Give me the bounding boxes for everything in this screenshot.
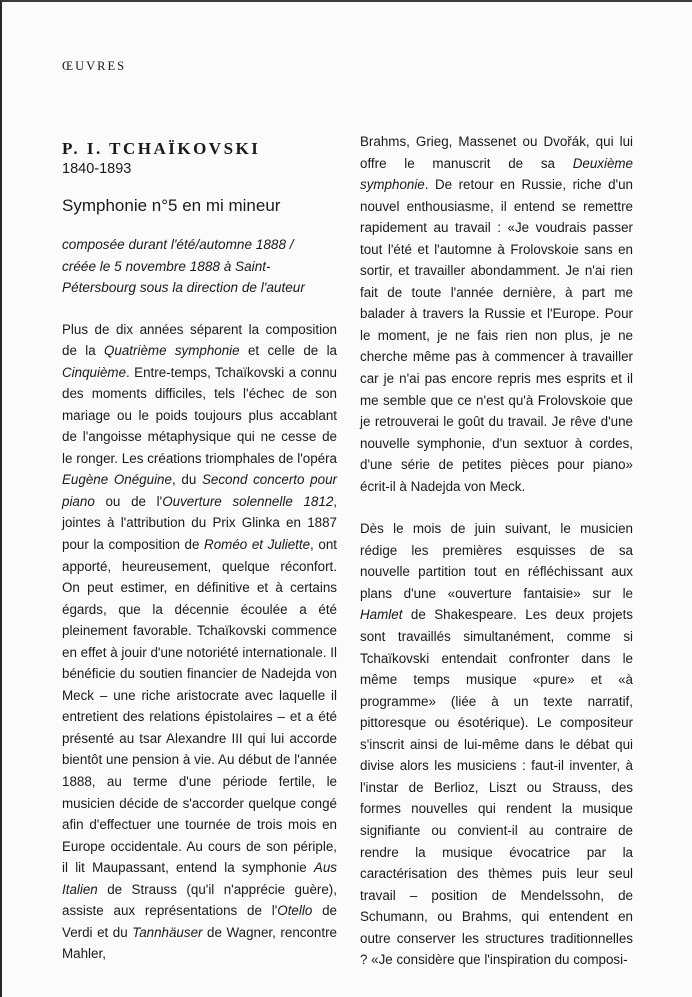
left-column	[62, 138, 337, 965]
composition-info	[62, 234, 337, 299]
text-run: de Strauss (qu'il n'apprécie guère), assiste aux représentations de l'	[62, 881, 337, 919]
text-run: ou de l'	[94, 493, 163, 509]
text-run: , du	[171, 472, 202, 488]
work-reference: Roméo et Juliette	[204, 536, 311, 552]
work-reference: Ouverture solennelle 1812	[162, 493, 334, 509]
work-reference: Hamlet	[360, 607, 403, 623]
text-run: . De retour en Russie, riche d'un nouvel enthousiasme, il entend se remettre rapidement au travail : «Je voudrais passer tout l'été et l'automne à Frolovskoie sans en sortir, et travailler abondamment. Je n'ai rien fait de toute l'année dernière, à part me balader à travers la Russie et l'Europe. Pour le moment, je ne fais rien non plus, je ne cherche même pas à commencer à travailler car je n'ai pas encore repris mes esprits et il me semble que ce n'est qu'à Frolovskoie que je retrouverai le goût du travail. Je rêve d'une nouvelle symphonie, d'un sextuor à cordes, d'une série de petites pièces pour piano» écrit-il à Nadejda von Meck.	[360, 177, 633, 494]
text-run: . Entre-temps, Tchaïkovski a connu des moments difficiles, tels l'échec de son mariage ou le poids toujours plus accablant de l'angoisse métaphysique qui ne cesse de le ronger. Les créations triomphales de l'opéra	[62, 364, 337, 466]
text-run: Brahms, Grieg, Massenet ou Dvořák, qui lui offre le manuscrit de sa	[360, 134, 633, 171]
text-run: et celle de la	[239, 343, 337, 359]
body-paragraph	[360, 518, 633, 970]
body-paragraph	[62, 319, 337, 965]
section-header: ŒUVRES	[62, 59, 127, 73]
text-run: Plus de dix années séparent la composition de la	[62, 321, 337, 359]
right-column	[360, 131, 633, 971]
text-run: , jointes à l'attribution du Prix Glinka en 1887 pour la composition de	[62, 493, 338, 552]
work-reference: Deuxième symphonie	[360, 155, 633, 193]
work-reference: Aus Italien	[62, 860, 337, 897]
work-title: Symphonie n°5 en mi mineur	[62, 196, 281, 215]
text-run: de Shakespeare. Les deux projets sont travaillés simultanément, comme si Tchaïkovski entendait confronter dans le même temps musique «pure» et «à programme» (liée à un texte narratif, pittoresque ou ésotérique). Le compositeur s'inscrit ainsi de lui-même dans le débat qui divise alors les musiciens : faut-il inventer, à l'instar de Berlioz, Liszt ou Strauss, des formes nouvelles qui rendent la musique signifiante ou convient-il au contraire de rendre la musique évocatrice par la caractérisation des thèmes puis leur seul travail – position de Mendelssohn, de Schumann, ou Brahms, qui entendent en outre conserver les structures traditionnelles ? «Je considère que l'inspiration du composi-	[360, 607, 633, 968]
text-run: , ont apporté, heureusement, quelque réconfort. On peut estimer, en définitive et à certains égards, que la décennie écoulée a été pleinement favorable. Tchaïkovski commence en effet à jouir d'une notoriété internationale. Il bénéficie du soutien financier de Nadejda von Meck – une riche aristocrate avec laquelle il entretient des relations épistolaires – et a été présenté au tsar Alexandre III qui lui accorde bientôt une pension à vie. Au début de l'année 1888, au terme d'une période fertile, le musicien décide de s'accorder quelque congé afin d'effectuer une tournée de trois mois en Europe occidentale. Au cours de son périple, il lit Maupassant, entend la symphonie	[62, 536, 337, 876]
work-reference: Cinquième	[62, 364, 127, 380]
body-paragraph	[360, 131, 633, 497]
text-run: de Wagner, rencontre Mahler,	[62, 924, 337, 962]
composition-line: Pétersbourg sous la direction de l'auteur	[62, 280, 305, 295]
text-run: de Verdi et du	[62, 903, 337, 940]
composition-line: composée durant l'été/automne 1888 /	[62, 237, 294, 252]
work-reference: Second concerto pour piano	[62, 472, 337, 509]
text-run: Dès le mois de juin suivant, le musicien rédige les premières esquisses de sa nouvelle partition tout en réfléchissant aux plans d'une «ouverture fantaisie» sur le	[360, 521, 633, 601]
composition-line: créée le 5 novembre 1888 à Saint-	[62, 258, 271, 274]
composer-dates: 1840-1893	[62, 161, 132, 177]
work-reference: Tannhäuser	[132, 924, 203, 940]
work-reference: Quatrième symphonie	[104, 343, 240, 359]
work-reference: Eugène Onéguine	[62, 472, 172, 488]
work-reference: Otello	[277, 903, 313, 919]
composer-name: P. I. TCHAÏKOVSKI	[62, 139, 261, 158]
